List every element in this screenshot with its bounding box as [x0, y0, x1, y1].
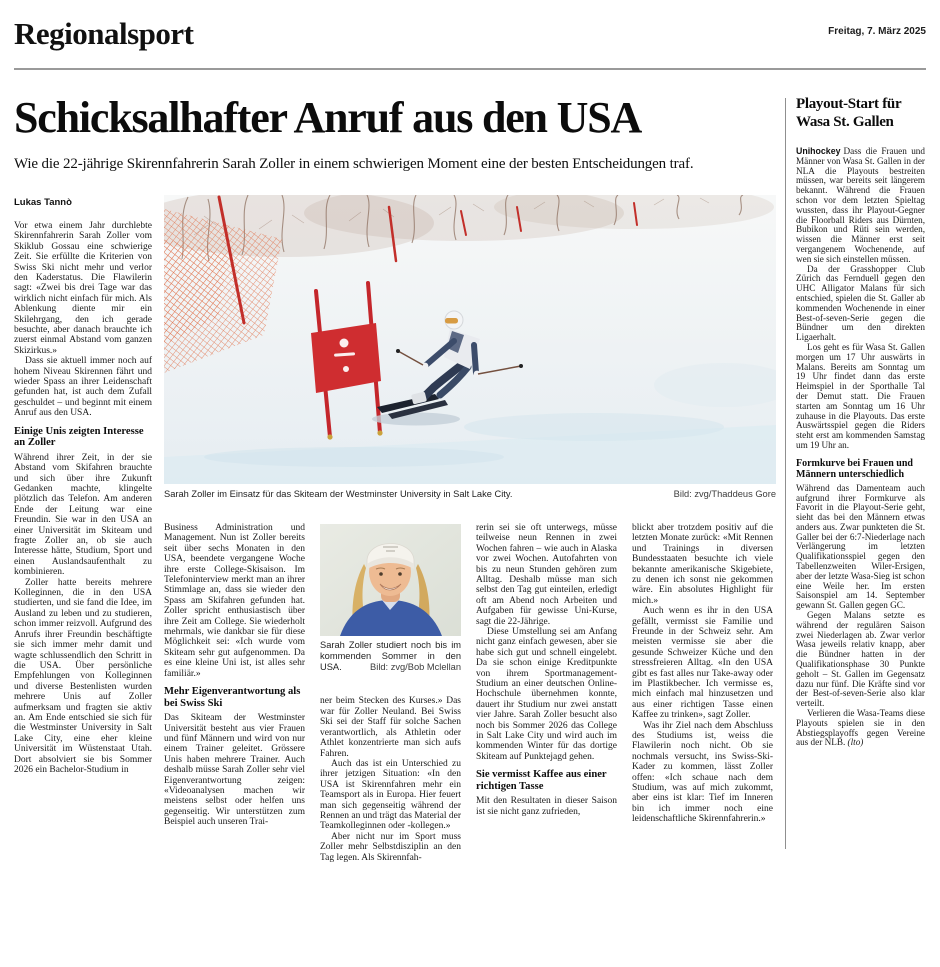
portrait-illustration [320, 524, 461, 636]
article-deck: Wie die 22-jährige Skirennfahrerin Sarah Zoller in einem schwierigen Moment eine der besten Entscheidungen traf. [14, 155, 694, 172]
page-date: Freitag, 7. März 2025 [828, 26, 926, 37]
main-photo-caption: Sarah Zoller im Einsatz für das Skiteam der Westminster University in Salt Lake City. [164, 488, 513, 499]
paragraph: Zoller hatte bereits mehrere Kolleginnen, die in den USA studierten, und sie fand die Idee, im Ausland zu leben und zu studieren, schon immer reizvoll. Aufgrund des Anrufs ihrer Freundin beschäftigte sie sich immer mehr damit und wagte schlussendlich den Schritt in die USA. Über persönliche Empfehlungen von Kolleginnen und diverse Bestenlisten wurden mehrere Unis auf Zoller aufmerksam und fragten sie aktiv an. Am Ende entschied sie sich für die Westminster University in Salt Lake City, eine eher kleine Universität im Wüstenstaat Utah. Dort absolviert sie bis Sommer 2026 ein Bachelor-Studium in [14, 577, 152, 775]
paragraph: rerin sei sie oft unterwegs, müsse teilweise neun Rennen in zwei Wochen fahren – wie auch in Alaska vor zwei Wochen. Autofahrten von bis zu neun Stunden gehören zum Alltag. Deshalb müsse man sich selbst den Tag gut einteilen, erledigt oft am Abend noch Arbeiten und Aufgaben für gewisse Uni-Kurse, sagt die 22-Jährige. [476, 522, 617, 627]
paragraph: Auch das ist ein Unterschied zu ihrer jetzigen Situation: «In den USA ist Skirennfahren mehr ein Teamsport als in Europa. Hier feuert man sich gegenseitig während der Rennen an und trägt das Material der Teamkolleginnen oder -kollegen.» [320, 758, 461, 832]
paragraph: Aber nicht nur im Sport muss Zoller mehr Selbstdisziplin an den Tag legen. Als Skirennfah- [320, 831, 461, 863]
byline: Lukas Tannò [14, 196, 72, 208]
paragraph: Das Skiteam der Westminster Universität besteht aus vier Frauen und fünf Männern und wird von nur einem Trainer geleitet. Grössere Unis haben mehrere Trainer. Auch deshalb müsse Sarah Zoller sehr viel Eigenverantwortung zeigen: «Videoanalysen machen wir meistens selbst oder helfen uns gegenseitig. Wir unterstützen zum Beispiel auch unseren Trai- [164, 713, 305, 828]
column-rule [785, 98, 786, 849]
article-column-3 [320, 523, 461, 863]
subhead-unis-interesse: Einige Unis zeigten Interesse an Zoller [14, 425, 144, 449]
content [14, 94, 926, 863]
paragraph: Dass sie aktuell immer noch auf hohem Niveau Skirennen fährt und wieder Spass an ihrer Leidenschaft gefunden hat, ist auch dem Zufall geschuldet – und beginnt mit einem Anruf aus den USA. [14, 356, 152, 419]
main-photo-caption-row [164, 489, 776, 499]
article-column-4 [476, 523, 617, 863]
subhead-kaffee-tasse: Sie vermisst Kaffee aus einer richtigen Tasse [476, 769, 607, 792]
paragraph: Diese Umstellung sei am Anfang nicht ganz einfach gewesen, aber sie habe sich gut und schnell eingelebt. Da sie schon einige Kreditpunkte von ihrem Sportmanagement-Studium an einer deutschen Online-Hochschule übernehmen konnte, dauert ihr Studium nur zwei anstatt vier Jahre. Sarah Zoller besucht also noch bis Sommer 2026 das College in Salt Lake City und wird auch im kommenden Winter für das dortige Skiteam auf Punktejagd gehen. [476, 626, 617, 762]
paragraph: ner beim Stecken des Kurses.» Das war für Zoller Neuland. Bei Swiss Ski sei der Staff für solche Sachen verantwortlich, als Athletin oder Athlet konzentrierte man sich aufs Fahren. [320, 696, 461, 759]
section-title: Regionalsport [14, 16, 194, 51]
sidebar-signoff: (lto) [847, 737, 864, 748]
article-column-2 [164, 523, 305, 863]
subhead-eigenverantwortung: Mehr Eigenverantwortung als bei Swiss Ski [164, 685, 301, 709]
portrait-caption-block [320, 640, 461, 674]
photo-and-columns [164, 195, 776, 863]
portrait-credit: Bild: zvg/Bob Mclellan [370, 662, 461, 673]
sidebar-paragraph: Während das Damenteam auch aufgrund ihrer Formkurve als Favorit in die Playout-Serie geht, sieht das bei den Männern etwas anders aus. Zwar punkteten die St. Galler bei der 6:7-Niederlage nach Verlängerung im letzten Qualifikationsspiel gegen den Tabellenzweiten Wiler-Ersigen, aber der letzte Wasa-Sieg ist schon eine Weile her. Im ersten Saisonspiel am 14. September gewann St. Gallen gegen GC. [796, 482, 925, 611]
sidebar-paragraph: Dass die Frauen und Männer von Wasa St. Gallen in der NLA die Playouts bestreiten müssen, war bereits seit längerem bekannt. Während die Frauen schon vor dem letzten Spieltag wussten, dass ihr Playout-Gegner die Floorball Riders aus Dürnten, Bubikon und Rüti sein werden, wissen die Männer erst seit vergangenem Wochenende, auf wen sie sich einstellen müssen. [796, 146, 925, 264]
paragraph: Business Administration und Management. Nun ist Zoller bereits seit über sechs Monaten in den USA, beendete vergangene Woche ihre erste College-Skisaison. Im Telefoninterview merkt man an ihrer Stimmlage an, dass sie wieder den Spass am Skifahren gefunden hat. Zoller spricht enthusiastisch über ihre Zeit am College. Sie wiederholt mehrmals, wie dankbar sie für diese Möglichkeit sei: «Ich wurde vom Skiteam sehr gut aufgenommen. Da es eine kleine Uni ist, ist alles sehr familiär.» [164, 522, 305, 679]
masthead-rule [14, 68, 926, 70]
sidebar-last-paragraph [796, 709, 925, 748]
lower-columns [164, 523, 776, 863]
main-photo [164, 195, 776, 484]
article-body [14, 195, 776, 863]
main-article [14, 94, 776, 863]
portrait-caption: Sarah Zoller studiert noch bis im kommenden Sommer in den USA. [320, 639, 461, 673]
paragraph: Was ihr Ziel nach dem Abschluss des Studiums ist, weiss die Flawilerin noch nicht. Ob sie nochmals versucht, ins Swiss-Ski-Kader zu kommen, lässt Zoller offen: «Ich schaue nach dem Studium, was auf mich zukommt, aber eins ist klar: Tief im Inneren bin ich immer noch eine leidenschaftliche Skirennfahrerin.» [632, 720, 773, 825]
article-headline: Schicksalhafter Anruf aus den USA [14, 93, 642, 142]
paragraph: Auch wenn es ihr in den USA gefällt, vermisst sie Familie und Freunde in der Schweiz sehr. Am meisten vermisse sie aber die gesunde Schweizer Küche und den stressfreieren Alltag. «In den USA gibt es fast alles nur Take-away oder im Plastikbecher. Ich vermisse es, mich einfach mal hinzusetzen und aus einer richtigen Tasse einen Kaffee zu trinken», sagt Zoller. [632, 606, 773, 721]
sidebar-article [796, 94, 925, 863]
main-photo-credit: Bild: zvg/Thaddeus Gore [673, 488, 776, 499]
sidebar-paragraph: Gegen Malans setzte es während der regulären Saison zwei Niederlagen ab. Zwar verlor Wasa jeweils relativ knapp, aber die Bündner hatten in der Qualifikationsphase 30 Punkte geholt – St. Gallen im Gegensatz dazu nur fünf. Die Kräfte sind vor der Best-of-seven-Serie also klar verteilt. [796, 610, 925, 709]
paragraph: blickt aber trotzdem positiv auf die letzten Monate zurück: «Mit Rennen und Trainings in diversen Bundesstaaten besuchte ich viele bekannte amerikanische Skigebiete, zu denen ich sonst nie gekommen wäre. Ein absolutes Highlight für mich.» [632, 522, 773, 606]
sidebar-paragraph: Da der Grasshopper Club Zürich das Fernduell gegen den UHC Alligator Malans für sich entschied, spielen die St. Galler ab kommenden Wochenende in einer Best-of-seven-Serie gegen die Bündner um den direkten Ligaerhalt. [796, 263, 925, 343]
sidebar-headline: Playout-Start für Wasa St. Gallen [796, 96, 902, 130]
sidebar-subhead-formkurve: Formkurve bei Frauen und Männern unterschiedlich [796, 457, 913, 480]
paragraph: Vor etwa einem Jahr durchlebte Skirennfahrerin Sarah Zoller vom Skiklub Gossau eine schwierige Zeit. Sie erfüllte die Kriterien von Swiss Ski nicht mehr und verlor den Kaderstatus. Die Flawilerin sagt: «Zwei bis drei Tage war das wirklich nicht einfach für mich. Als Ablenkung diente mir ein Skilehrgang, den ich gerade besuchte, aber danach brauchte ich zuerst einmal Abstand vom ganzen Skizirkus.» [14, 220, 152, 356]
sidebar-paragraph: Verlieren die Wasa-Teams diese Playouts spielen sie in den Abstiegsplayoffs gegen Vereine aus der NLB. [796, 708, 925, 748]
paragraph: Mit den Resultaten in dieser Saison ist sie nicht ganz zufrieden, [476, 796, 617, 817]
article-column-5 [632, 523, 773, 863]
ski-race-photo-illustration [164, 195, 776, 484]
portrait-photo [320, 524, 461, 636]
paragraph: Während ihrer Zeit, in der sie Abstand vom Skifahren brauchte und sich über ihre Zukunft Gedanken machte, klingelte plötzlich das Telefon. Am anderen Ende der Leitung war eine Freundin. Sie war in den USA an einer Universität im Skiteam und fragte Zoller an, ob sie auch Interesse hätte, Studium, Sport und einen Auslandsaufenthalt zu kombinieren. [14, 452, 152, 578]
sidebar-lead-paragraph [796, 147, 925, 265]
sidebar-kicker: Unihockey [796, 146, 841, 156]
article-column-1 [14, 195, 152, 863]
masthead [14, 10, 926, 64]
sidebar-paragraph: Los geht es für Wasa St. Gallen morgen um 17 Uhr auswärts in Malans. Bereits am Sonntag um 19 Uhr findet dann das erste Heimspiel in der Sporthalle Tal der Demut statt. Die Frauen starten am Sonntag um 16 Uhr zuhause in die Playouts. Das erste Auswärtsspiel gegen die Riders steht erst am kommenden Samstag um 19 Uhr an. [796, 341, 925, 450]
